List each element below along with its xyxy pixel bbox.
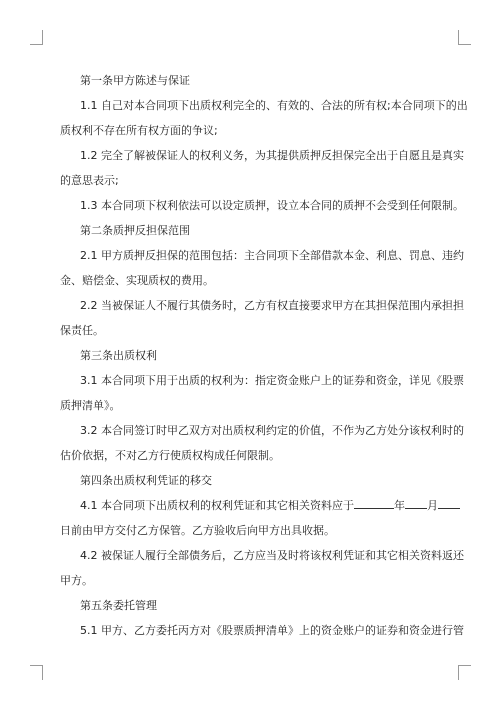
crop-mark-bottom-right: [458, 665, 471, 680]
clause-5-1: [60, 618, 464, 643]
document-body: [60, 68, 468, 643]
paragraph-line: 甲方。: [60, 574, 93, 587]
crop-mark-top-left: [30, 30, 43, 45]
crop-mark-top-right: [458, 30, 471, 45]
section-heading-3: 第三条出质权利: [80, 349, 157, 362]
year-label: 年: [394, 499, 405, 512]
section-heading-2: 第二条质押反担保范围: [80, 224, 190, 237]
paragraph-line: 保责任。: [60, 324, 104, 337]
date-blank-day: [438, 497, 460, 509]
paragraph-line: 估价依据，不对乙方行使质权构成任何限制。: [60, 449, 280, 462]
section-heading-5: 第五条委托管理: [80, 599, 157, 612]
clause-1-3: [60, 193, 464, 218]
paragraph-line: 1.2 完全了解被保证人的权利义务，为其提供质押反担保完全出于自愿且是真实: [80, 149, 464, 162]
paragraph-line: 2.1 甲方质押反担保的范围包括：主合同项下全部借款本金、利息、罚息、违约: [80, 249, 464, 262]
paragraph-line: 3.1 本合同项下用于出质的权利为：指定资金账户上的证券和资金，详见《股票: [80, 374, 464, 387]
clause-2-2: [60, 293, 464, 343]
clause-3-2: [60, 418, 464, 468]
crop-mark-bottom-left: [30, 665, 43, 680]
clause-1-2: [60, 143, 464, 193]
paragraph-line: 2.2 当被保证人不履行其债务时，乙方有权直接要求甲方在其担保范围内承担担: [80, 299, 464, 312]
paragraph-line: 日前由甲方交付乙方保管。乙方验收后向甲方出具收据。: [60, 524, 335, 537]
clause-4-2: [60, 543, 464, 593]
paragraph-line: 5.1 甲方、乙方委托丙方对《股票质押清单》上的资金账户的证券和资金进行管: [80, 624, 464, 637]
clause-3-1: [60, 368, 464, 418]
paragraph-line: 质权利不存在所有权方面的争议;: [60, 124, 218, 137]
paragraph-line: 4.2 被保证人履行全部债务后，乙方应当及时将该权利凭证和其它相关资料返还: [80, 549, 464, 562]
date-blank-year: [354, 497, 394, 509]
paragraph-line: 金、赔偿金、实现质权的费用。: [60, 274, 214, 287]
paragraph-line: 3.2 本合同签订时甲乙双方对出质权利约定的价值，不作为乙方处分该权利时的: [80, 424, 464, 437]
paragraph-line: 的意思表示;: [60, 174, 119, 187]
date-blank-month: [405, 497, 427, 509]
paragraph-text: 4.1 本合同项下出质权利的权利凭证和其它相关资料应于: [80, 499, 354, 512]
clause-4-1: [60, 493, 440, 543]
section-heading-4: 第四条出质权利凭证的移交: [80, 474, 212, 487]
month-label: 月: [427, 499, 438, 512]
clause-1-1: [60, 93, 468, 143]
paragraph-line: 1.3 本合同项下权利依法可以设定质押，设立本合同的质押不会受到任何限制。: [80, 199, 464, 212]
paragraph-line: 1.1 自己对本合同项下出质权利完全的、有效的、合法的所有权;本合同项下的出: [80, 99, 468, 112]
paragraph-line: 质押清单》。: [60, 399, 121, 412]
clause-2-1: [60, 243, 464, 293]
paragraph-line-with-blanks: [60, 493, 440, 518]
section-heading-1: 第一条甲方陈述与保证: [80, 74, 190, 87]
